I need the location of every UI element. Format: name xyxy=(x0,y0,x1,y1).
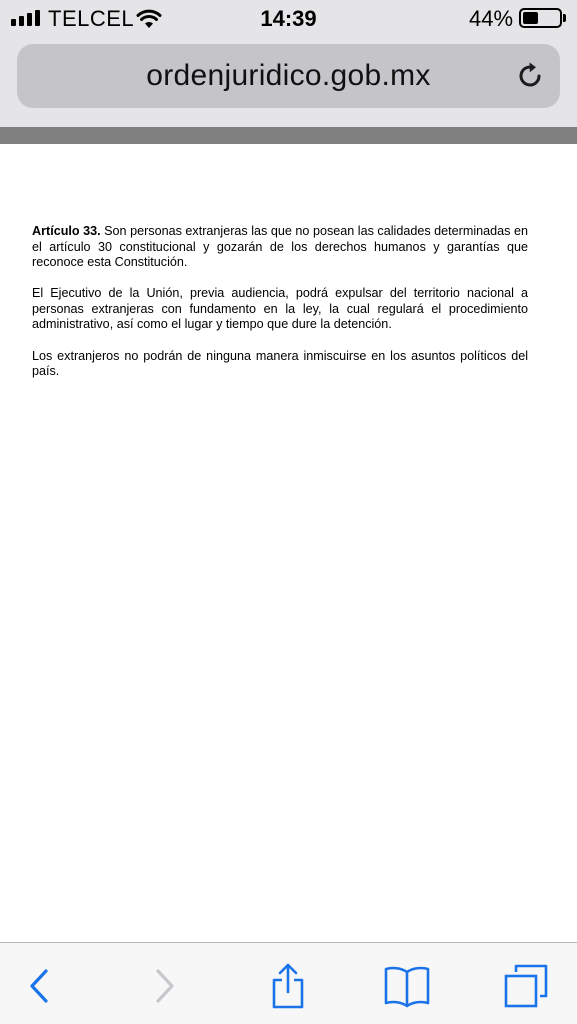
paragraph-1 xyxy=(32,224,528,271)
battery-percent: 44% xyxy=(469,6,514,31)
forward-button[interactable] xyxy=(141,961,189,1011)
paragraph-2: El Ejecutivo de la Unión, previa audiencia, podrá expulsar del territorio nacional a personas extranjeras con fundamento en la ley, la cual regulará el procedimiento administrativo, así como el lugar y tiempo que dure la detención. xyxy=(32,286,528,332)
article-heading: Artículo 33. xyxy=(32,224,101,238)
page-header-strip xyxy=(0,127,577,144)
tabs-button[interactable] xyxy=(502,961,550,1011)
document-body xyxy=(32,224,528,395)
share-button[interactable] xyxy=(264,961,312,1011)
address-bar[interactable] xyxy=(17,44,560,108)
bookmarks-button[interactable] xyxy=(383,961,431,1011)
carrier-name: TELCEL xyxy=(48,6,135,31)
bookmarks-icon xyxy=(383,964,431,1008)
battery-level-fill xyxy=(523,12,538,24)
browser-chrome-top xyxy=(0,0,577,127)
share-icon xyxy=(270,962,306,1010)
paragraph-1-text: Son personas extranjeras las que no posean las calidades determinadas en el artículo 30 constitucional y gozarán de los derechos humanos y garantías que reconoce esta Constitución. xyxy=(32,224,529,270)
paragraph-3: Los extranjeros no podrán de ninguna manera inmiscuirse en los asuntos políticos del país. xyxy=(32,348,528,379)
battery-icon xyxy=(519,8,562,28)
back-chevron-icon xyxy=(28,968,50,1004)
battery-tip xyxy=(563,14,566,22)
clock: 14:39 xyxy=(260,6,317,31)
tabs-icon xyxy=(502,962,550,1010)
url-text[interactable]: ordenjuridico.gob.mx xyxy=(146,59,431,92)
back-button[interactable] xyxy=(15,961,63,1011)
forward-chevron-icon xyxy=(154,968,176,1004)
browser-toolbar xyxy=(0,942,577,1024)
reload-icon[interactable] xyxy=(514,60,546,92)
status-bar xyxy=(0,0,577,38)
